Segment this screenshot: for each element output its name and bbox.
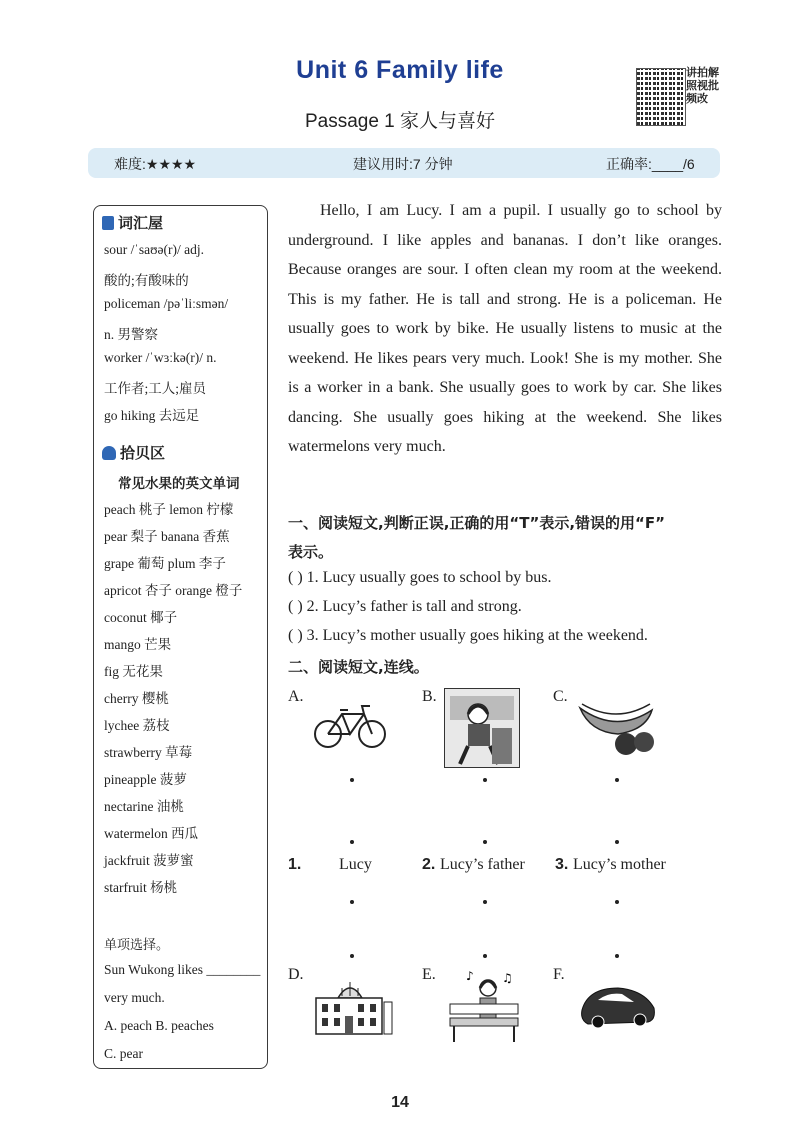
fruit-line: peach 桃子 lemon 柠檬 — [104, 502, 234, 517]
section2-heading: 二、阅读短文,连线。 — [288, 658, 429, 676]
shell-icon — [102, 446, 116, 460]
car-picture[interactable] — [578, 980, 658, 1032]
section1-heading-cont: 表示。 — [288, 543, 334, 561]
choice-options: A. peach B. peaches — [104, 1018, 214, 1033]
fruit-line: starfruit 杨桃 — [104, 880, 178, 895]
person-num-2: 2. — [422, 856, 436, 873]
match-dot-d[interactable] — [350, 954, 354, 958]
fruit-line: fig 无花果 — [104, 664, 163, 679]
bank-building-picture[interactable] — [312, 976, 396, 1038]
person-mother: Lucy’s mother — [573, 856, 666, 873]
person-num-3: 3. — [555, 856, 569, 873]
option-label-c: C. — [553, 688, 568, 705]
book-icon — [102, 216, 114, 230]
qr-code-icon[interactable] — [636, 68, 686, 126]
option-label-e: E. — [422, 966, 436, 983]
option-label-f: F. — [553, 966, 565, 983]
bicycle-picture[interactable] — [312, 700, 390, 750]
vocab-line: sour /ˈsaʊə(r)/ adj. — [104, 242, 204, 257]
fruit-line: jackfruit 菠萝蜜 — [104, 853, 194, 868]
passage-title: Passage 1 家人与喜好 — [304, 111, 496, 132]
section1-heading: 一、阅读短文,判断正误,正确的用“T”表示,错误的用“F” — [288, 514, 666, 532]
vocab-line: worker /ˈwɜːkə(r)/ n. — [104, 350, 217, 365]
match-dot-e[interactable] — [483, 954, 487, 958]
vocab-line: go hiking 去远足 — [104, 408, 200, 423]
choice-question: Sun Wukong likes ________ — [104, 962, 261, 977]
unit-title: Unit 6 Family life — [296, 56, 504, 84]
tf-question-2[interactable]: ( ) 2. Lucy’s father is tall and strong. — [288, 598, 522, 615]
vocab-heading: 词汇屋 — [102, 212, 163, 233]
qr-label: 讲拍解照视批频改 — [686, 66, 719, 105]
fruit-line: nectarine 油桃 — [104, 799, 184, 814]
person-father: Lucy’s father — [440, 856, 525, 873]
shell-heading: 拾贝区 — [102, 442, 165, 463]
tf-question-3[interactable]: ( ) 3. Lucy’s mother usually goes hiking at the weekend. — [288, 627, 648, 644]
match-dot-person1-top[interactable] — [350, 840, 354, 844]
match-dot-person3-top[interactable] — [615, 840, 619, 844]
suggested-time: 建议用时:7 分钟 — [353, 156, 453, 172]
fruit-line: pineapple 菠萝 — [104, 772, 187, 787]
option-label-d: D. — [288, 966, 304, 983]
music-bench-picture[interactable] — [444, 968, 524, 1046]
vocab-line: 工作者;工人;雇员 — [104, 381, 207, 396]
info-bar — [88, 148, 720, 178]
match-dot-c[interactable] — [615, 778, 619, 782]
match-dot-person3-bottom[interactable] — [615, 900, 619, 904]
fruit-line: pear 梨子 banana 香蕉 — [104, 529, 230, 544]
match-dot-person2-top[interactable] — [483, 840, 487, 844]
match-dot-f[interactable] — [615, 954, 619, 958]
svg-text:♪: ♪ — [466, 969, 474, 983]
accuracy-rate: 正确率:____/6 — [606, 156, 695, 172]
fruit-line: watermelon 西瓜 — [104, 826, 199, 841]
vocab-line: policeman /pəˈliːsmən/ — [104, 296, 229, 311]
person-lucy: Lucy — [339, 856, 372, 873]
page-number: 14 — [391, 1094, 409, 1111]
option-label-a: A. — [288, 688, 304, 705]
listening-music-picture[interactable] — [444, 688, 520, 768]
fruit-line: lychee 荔枝 — [104, 718, 170, 733]
fruit-line: coconut 椰子 — [104, 610, 178, 625]
match-dot-b[interactable] — [483, 778, 487, 782]
fruit-line: strawberry 草莓 — [104, 745, 193, 760]
fruit-line: grape 葡萄 plum 李子 — [104, 556, 226, 571]
fruit-line: cherry 樱桃 — [104, 691, 169, 706]
fruit-heading: 常见水果的英文单词 — [118, 476, 240, 492]
tf-question-1[interactable]: ( ) 1. Lucy usually goes to school by bus. — [288, 569, 552, 586]
choice-question-cont: very much. — [104, 990, 165, 1005]
sidebar-panel — [93, 205, 268, 1069]
match-dot-person1-bottom[interactable] — [350, 900, 354, 904]
match-dot-person2-bottom[interactable] — [483, 900, 487, 904]
bananas-oranges-picture[interactable] — [576, 694, 656, 758]
option-label-b: B. — [422, 688, 437, 705]
fruit-line: mango 芒果 — [104, 637, 172, 652]
vocab-line: 酸的;有酸味的 — [104, 273, 189, 288]
svg-text:♫: ♫ — [502, 971, 513, 985]
difficulty-rating: 难度:★★★★ — [114, 156, 197, 172]
choice-options-c: C. pear — [104, 1046, 143, 1061]
vocab-line: n. 男警察 — [104, 327, 158, 342]
reading-passage: Hello, I am Lucy. I am a pupil. I usually go to school by underground. I like apples and bananas. I don’t like oranges. Because oranges are sour. I often clean my room at the weekend. This is my father. He is tall and strong. He is a policeman. He usually goes to work by bike. He usually listens to music at the weekend. He likes pears very much. Look! She is my mother. She is a worker in a bank. She usually goes to work by car. She likes dancing. She usually goes hiking at the weekend. She likes watermelons very much. — [288, 202, 722, 455]
fruit-line: apricot 杏子 orange 橙子 — [104, 583, 243, 598]
choice-heading: 单项选择。 — [104, 938, 170, 953]
match-dot-a[interactable] — [350, 778, 354, 782]
person-num-1: 1. — [288, 856, 302, 873]
